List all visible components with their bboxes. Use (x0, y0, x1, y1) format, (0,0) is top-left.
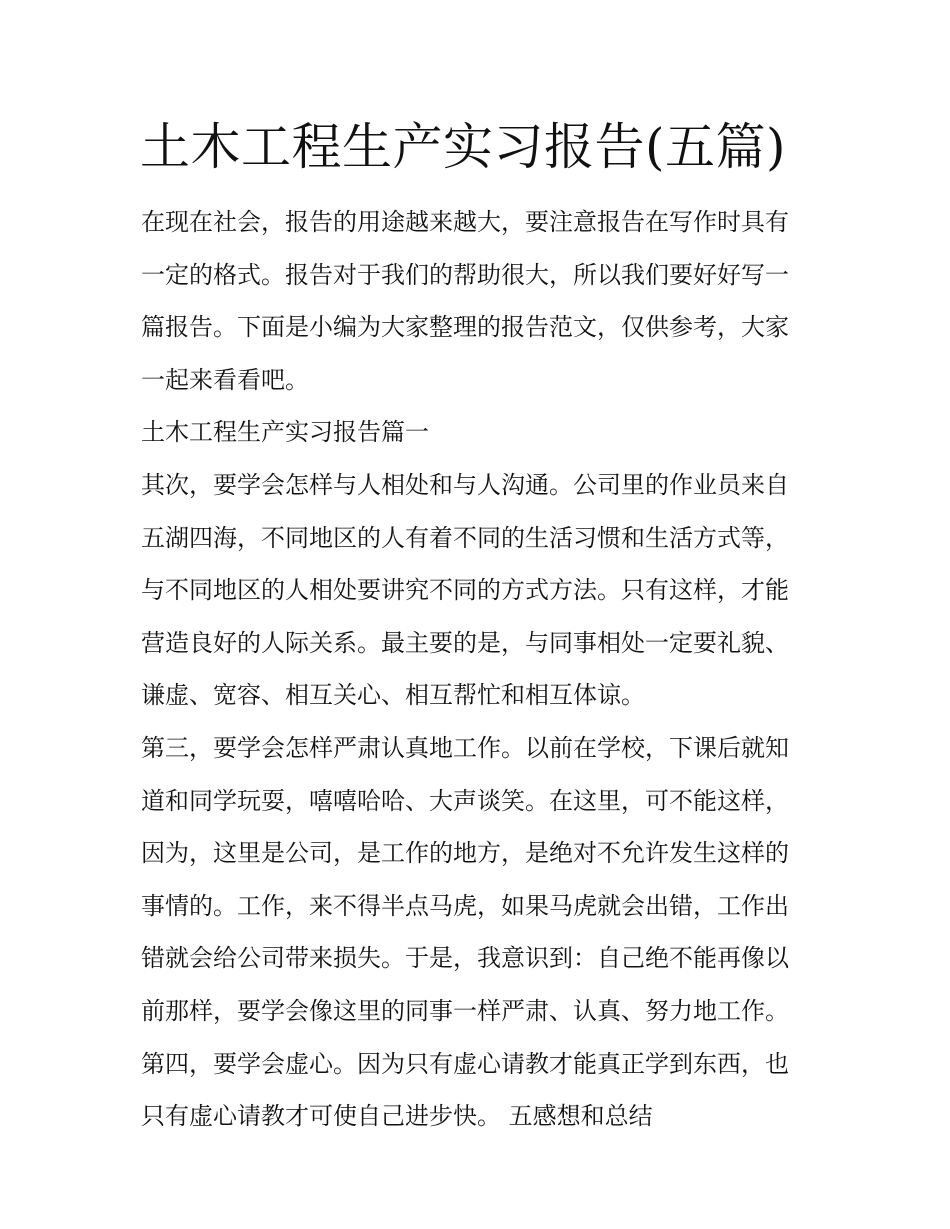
text-line: 营造良好的人际关系。最主要的是，与同事相处一定要礼貌、 (141, 628, 789, 657)
text-line: 第三，要学会怎样严肃认真地工作。以前在学校，下课后就知 (141, 733, 789, 762)
text-line: 土木工程生产实习报告篇一 (141, 418, 429, 447)
text-line: 在现在社会，报告的用途越来越大，要注意报告在写作时具有 (141, 208, 789, 236)
text-line: 一起来看看吧。 (141, 365, 309, 394)
text-line: 前那样，要学会像这里的同事一样严肃、认真、努力地工作。 (141, 996, 789, 1025)
text-line: 谦虚、宽容、相互关心、相互帮忙和相互体谅。 (141, 681, 645, 710)
text-line: 只有虚心请教才可使自己进步快。 五感想和总结 (141, 1102, 653, 1131)
text-line: 与不同地区的人相处要讲究不同的方式方法。只有这样，才能 (141, 576, 789, 605)
document-body (141, 196, 821, 1143)
intro-paragraph (141, 196, 821, 406)
text-line: 篇报告。下面是小编为大家整理的报告范文，仅供参考，大家 (141, 313, 789, 342)
text-line: 事情的。工作，来不得半点马虎，如果马虎就会出错，工作出 (141, 891, 789, 920)
text-line: 错就会给公司带来损失。于是，我意识到：自己绝不能再像以 (141, 944, 789, 973)
fourth-point-paragraph (141, 1038, 821, 1143)
text-line: 道和同学玩耍，嘻嘻哈哈、大声谈笑。在这里，可不能这样， (141, 786, 789, 815)
second-point-paragraph (141, 459, 821, 722)
text-line: 第四，要学会虚心。因为只有虚心请教才能真正学到东西，也 (141, 1049, 789, 1078)
text-line: 五湖四海，不同地区的人有着不同的生活习惯和生活方式等， (141, 523, 789, 552)
section-heading (141, 406, 821, 459)
third-point-paragraph (141, 722, 821, 1038)
text-line: 其次，要学会怎样与人相处和与人沟通。公司里的作业员来自 (141, 470, 789, 499)
document-title: 土木工程生产实习报告(五篇) (140, 118, 787, 176)
text-line: 因为，这里是公司，是工作的地方，是绝对不允许发生这样的 (141, 839, 789, 868)
text-line: 一定的格式。报告对于我们的帮助很大，所以我们要好好写一 (141, 260, 789, 289)
